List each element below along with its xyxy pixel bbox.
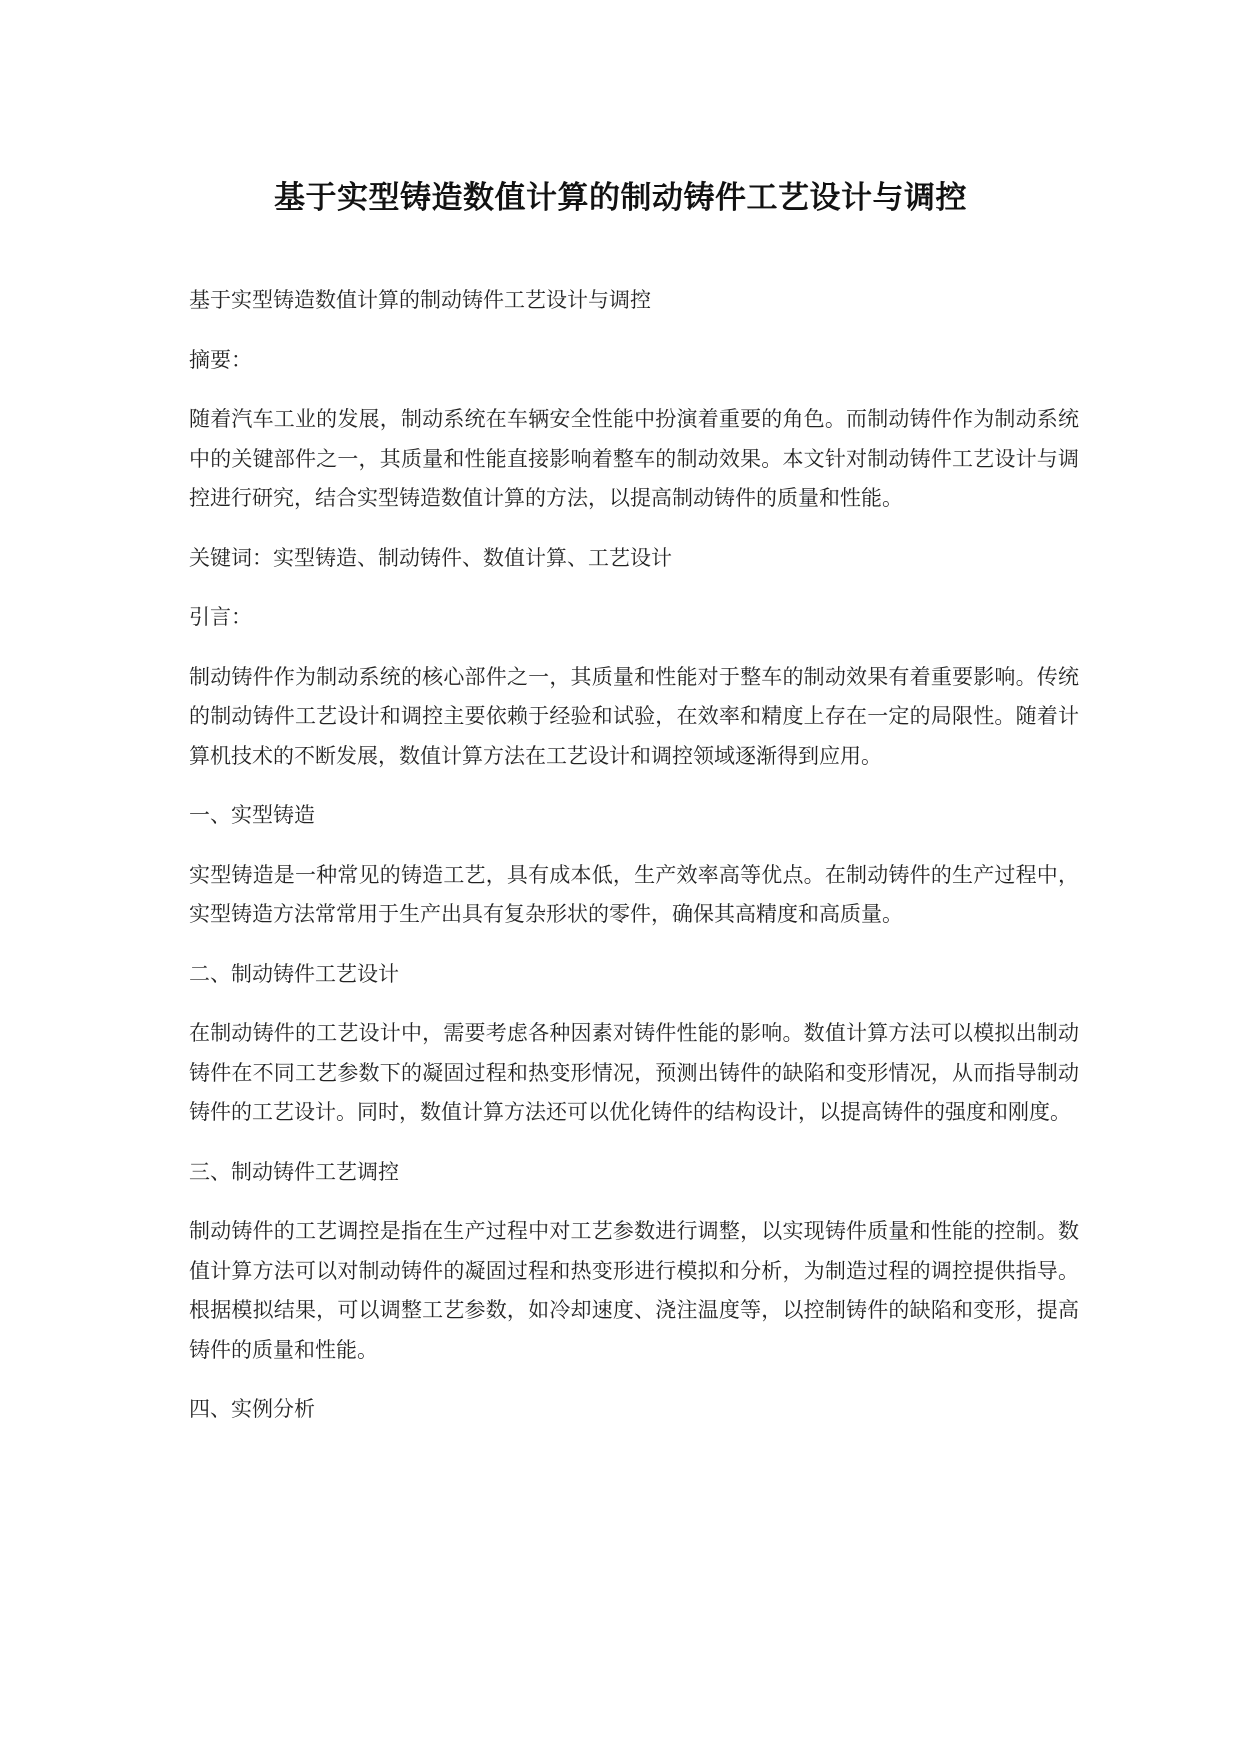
introduction-heading: 引言： [189, 605, 252, 629]
section-3-paragraph: 制动铸件的工艺调控是指在生产过程中对工艺参数进行调整，以实现铸件质量和性能的控制。数值计算方法可以对制动铸件的凝固过程和热变形进行模拟和分析，为制造过程的调控提供指导。根据模拟结果，可以调整工艺参数，如冷却速度、浇注温度等，以控制铸件的缺陷和变形，提高铸件的质量和性能。 [189, 1219, 1079, 1362]
document-title: 基于实型铸造数值计算的制动铸件工艺设计与调控 [274, 180, 967, 216]
introduction-paragraph: 制动铸件作为制动系统的核心部件之一，其质量和性能对于整车的制动效果有着重要影响。传统的制动铸件工艺设计和调控主要依赖于经验和试验，在效率和精度上存在一定的局限性。随着计算机技术的不断发展，数值计算方法在工艺设计和调控领域逐渐得到应用。 [189, 664, 1079, 768]
section-2-paragraph: 在制动铸件的工艺设计中，需要考虑各种因素对铸件性能的影响。数值计算方法可以模拟出制动铸件在不同工艺参数下的凝固过程和热变形情况，预测出铸件的缺陷和变形情况，从而指导制动铸件的工艺设计。同时，数值计算方法还可以优化铸件的结构设计，以提高铸件的强度和刚度。 [189, 1021, 1079, 1124]
section-1-paragraph: 实型铸造是一种常见的铸造工艺，具有成本低，生产效率高等优点。在制动铸件的生产过程中，实型铸造方法常常用于生产出具有复杂形状的零件，确保其高精度和高质量。 [189, 862, 1079, 926]
section-2-heading: 二、制动铸件工艺设计 [189, 961, 399, 986]
keywords-paragraph: 关键词：实型铸造、制动铸件、数值计算、工艺设计 [189, 545, 672, 570]
section-1-heading: 一、实型铸造 [189, 803, 315, 827]
subtitle-paragraph: 基于实型铸造数值计算的制动铸件工艺设计与调控 [189, 288, 651, 312]
abstract-paragraph: 随着汽车工业的发展，制动系统在车辆安全性能中扮演着重要的角色。而制动铸件作为制动系统中的关键部件之一，其质量和性能直接影响着整车的制动效果。本文针对制动铸件工艺设计与调控进行研究，结合实型铸造数值计算的方法，以提高制动铸件的质量和性能。 [189, 407, 1079, 510]
section-4-heading: 四、实例分析 [189, 1397, 315, 1421]
document-body [189, 281, 1079, 1430]
abstract-heading: 摘要： [189, 347, 252, 372]
section-3-heading: 三、制动铸件工艺调控 [189, 1159, 399, 1184]
